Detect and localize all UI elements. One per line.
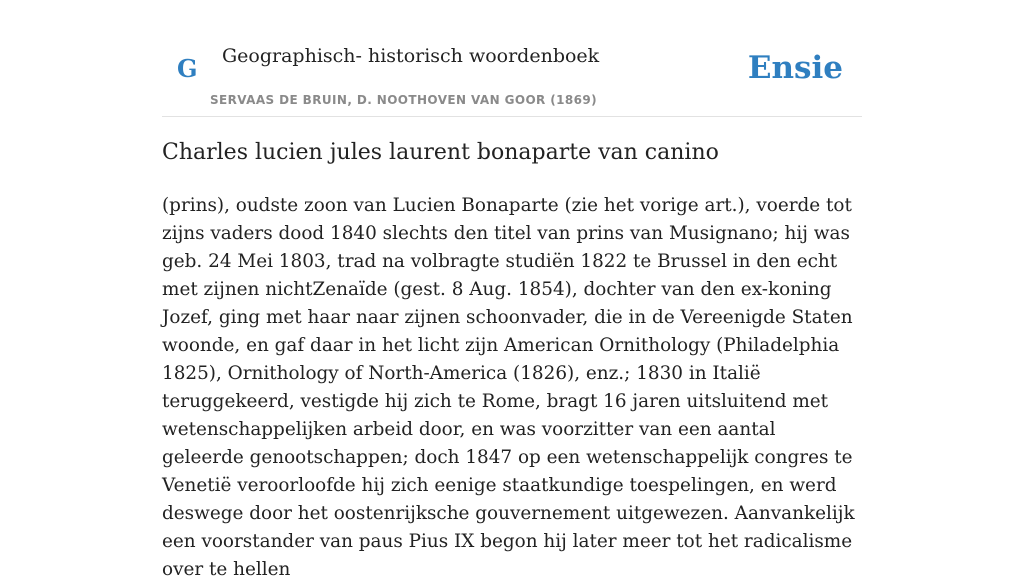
entry-body: (prins), oudste zoon van Lucien Bonaparte (zie het vorige art.), voerde tot zijns vaders dood 1840 slechts den titel van prins van Musignano; hij was geb. 24 Mei 1803, trad na volbragte studiën 1822 te Brussel in den echt met zijnen nichtZenaïde (gest. 8 Aug. 1854), dochter van den ex-koning Jozef, ging met haar naar zijnen schoonvader, die in de Vereenigde Staten woonde, en gaf daar in het licht zijn American Ornithology (Philadelphia 1825), Ornithology of North-America (1826), enz.; 1830 in Italië teruggekeerd, vestigde hij zich te Rome, bragt 16 jaren uitsluitend met wetenschappelijken arbeid door, en was voorzitter van een aantal geleerde genootschappen; doch 1847 op een wetenschappelijk congres te Venetië veroorloofde hij zich eenige staatkundige toespelingen, en werd deswege door het oostenrijksche gouvernement uitgewezen. Aanvankelijk een voorstander van paus Pius IX begon hij later meer tot het radicalisme over te hellen bbox=[162, 195, 855, 580]
page-header bbox=[162, 0, 862, 117]
book-author: SERVAAS DE BRUIN, D. NOOTHOVEN VAN GOOR (1869) bbox=[210, 93, 598, 107]
entry-title: Charles lucien jules laurent bonaparte van canino bbox=[162, 140, 719, 165]
book-logo-icon[interactable]: G bbox=[177, 54, 198, 83]
ensie-logo[interactable]: Ensie bbox=[747, 50, 843, 86]
book-title-link[interactable]: Geographisch- historisch woordenboek bbox=[222, 45, 600, 67]
